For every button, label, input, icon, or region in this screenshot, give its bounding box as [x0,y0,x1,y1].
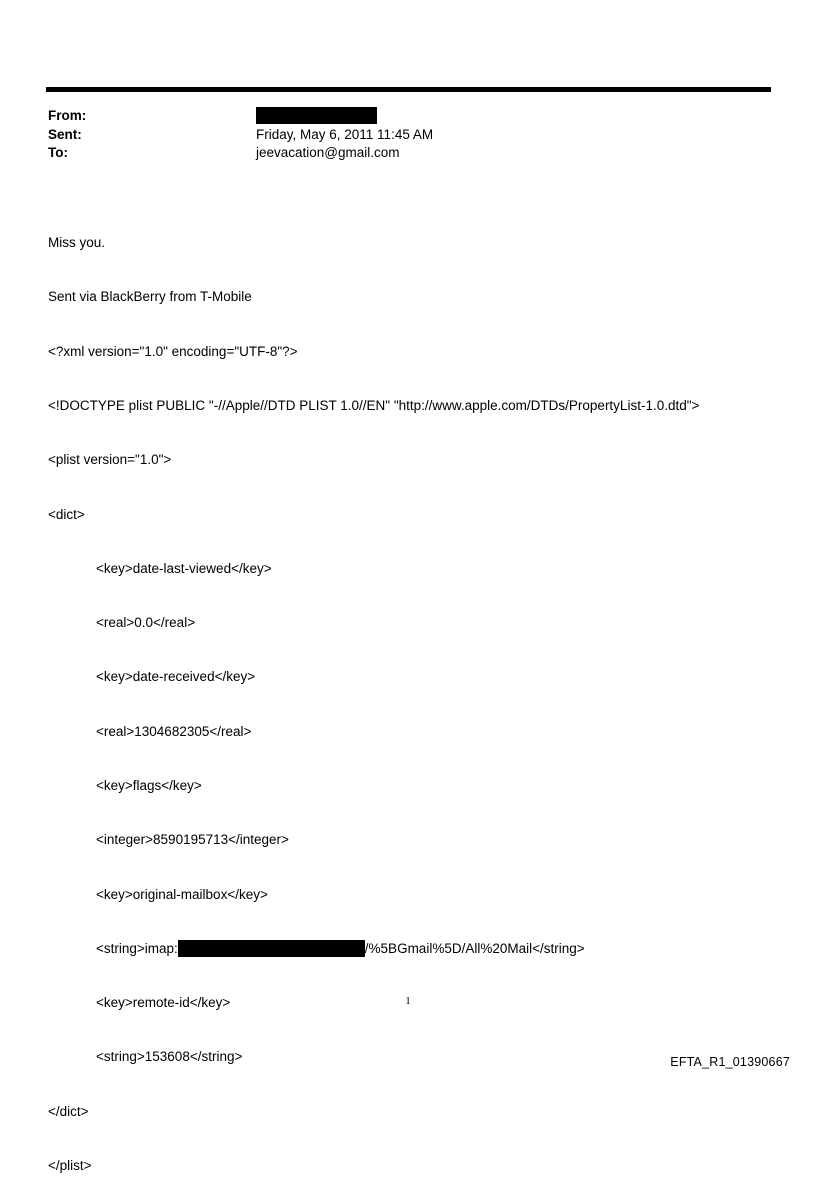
body-line: <?xml version="1.0" encoding="UTF-8"?> [48,343,298,359]
email-body [48,198,699,1193]
header-rule [46,87,771,92]
mailbox-suffix: /%5BGmail%5D/All%20Mail</string> [364,940,585,956]
from-value [256,107,377,126]
body-line: Miss you. [48,235,106,251]
body-line: <integer>8590195713</integer> [96,832,289,848]
mailbox-line [48,940,699,958]
body-line: </dict> [48,1103,89,1119]
body-line: <real>0.0</real> [96,615,196,631]
body-line: Sent via BlackBerry from T-Mobile [48,289,252,305]
from-label: From: [48,108,87,123]
mailbox-prefix: <string>imap: [96,940,178,956]
redaction-block [256,107,377,124]
body-line: <key>date-last-viewed</key> [96,560,272,576]
body-line: <key>original-mailbox</key> [96,886,268,902]
body-line: <string>153608</string> [96,1049,243,1065]
document-id: EFTA_R1_01390667 [670,1055,790,1069]
body-line: <key>date-received</key> [96,669,256,685]
redaction-block [178,940,365,957]
sent-label: Sent: [48,126,82,142]
to-label: To: [48,145,68,160]
to-value: jeevacation@gmail.com [256,145,400,160]
body-line: <plist version="1.0"> [48,452,172,468]
body-line: <real>1304682305</real> [96,723,252,739]
page-number: 1 [405,995,411,1007]
body-line: <dict> [48,506,85,522]
body-line: <key>flags</key> [96,778,202,793]
body-line: <key>remote-id</key> [96,995,231,1011]
body-line: <!DOCTYPE plist PUBLIC "-//Apple//DTD PLIST 1.0//EN" "http://www.apple.com/DTDs/PropertyList-1.0.dtd"> [48,398,700,414]
body-line: </plist> [48,1157,92,1173]
sent-value: Friday, May 6, 2011 11:45 AM [256,126,434,142]
